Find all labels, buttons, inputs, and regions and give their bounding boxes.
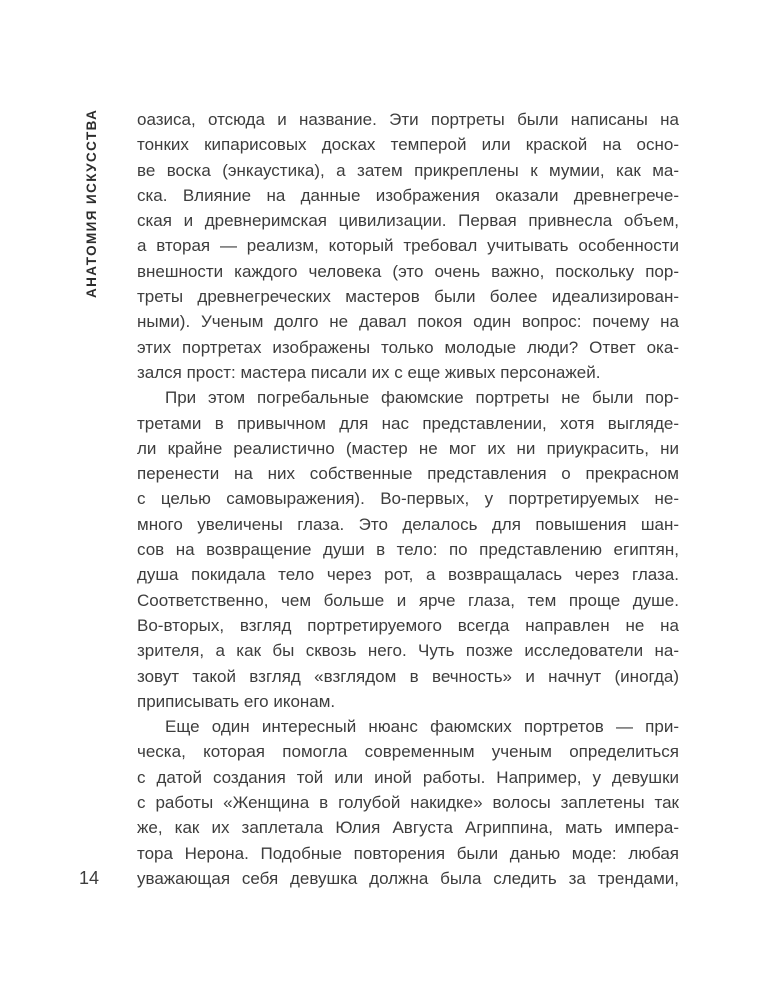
paragraph bbox=[137, 714, 679, 891]
paragraph bbox=[137, 107, 679, 385]
text-line: зовут такой взгляд «взглядом в вечность» и начнут (иногда) bbox=[137, 666, 679, 686]
text-line: ская и древнеримская цивилизации. Первая привнесла объем, bbox=[137, 211, 679, 231]
page-number: 14 bbox=[79, 868, 100, 888]
text-line: ческа, которая помогла современным ученым определиться bbox=[137, 742, 679, 762]
text-line: с датой создания той или иной работы. Например, у девушки bbox=[137, 767, 679, 787]
text-line: Соответственно, чем больше и ярче глаза, тем проще душе. bbox=[137, 590, 679, 610]
text-line: с работы «Женщина в голубой накидке» волосы заплетены так bbox=[137, 793, 679, 813]
text-line: ными). Ученым долго не давал покоя один вопрос: почему на bbox=[137, 312, 679, 332]
text-line: с целью самовыражения). Во-первых, у портретируемых не- bbox=[137, 489, 679, 509]
text-line: много увеличены глаза. Это делалось для повышения шан- bbox=[137, 514, 679, 534]
text-line: внешности каждого человека (это очень важно, поскольку пор- bbox=[137, 261, 679, 281]
body-text bbox=[137, 107, 679, 891]
text-line: При этом погребальные фаюмские портреты не были пор- bbox=[165, 388, 679, 408]
text-line: этих портретах изображены только молодые люди? Ответ ока- bbox=[137, 337, 679, 357]
text-line: тора Нерона. Подобные повторения были данью моде: любая bbox=[137, 843, 679, 863]
paragraph bbox=[137, 385, 679, 714]
text-line: тонких кипарисовых досках темперой или краской на осно- bbox=[137, 135, 679, 155]
text-line: зался прост: мастера писали их с еще живых персонажей. bbox=[137, 362, 601, 382]
text-line: третами в привычном для нас представлении, хотя выгляде- bbox=[137, 413, 679, 433]
text-line: уважающая себя девушка должна была следить за трендами, bbox=[137, 868, 679, 888]
text-line: зрителя, а как бы сквозь него. Чуть позже исследователи на- bbox=[137, 641, 679, 661]
text-line: ли крайне реалистично (мастер не мог их ни приукрасить, ни bbox=[137, 438, 679, 458]
text-line: ве воска (энкаустика), а затем прикреплены к мумии, как ма- bbox=[137, 160, 679, 180]
text-line: душа покидала тело через рот, а возвращалась через глаза. bbox=[137, 565, 679, 585]
text-line: сов на возвращение души в тело: по представлению египтян, bbox=[137, 540, 679, 560]
text-line: оазиса, отсюда и название. Эти портреты были написаны на bbox=[137, 110, 679, 129]
text-line: ска. Влияние на данные изображения оказали древнегрече- bbox=[137, 185, 679, 205]
text-line: Еще один интересный нюанс фаюмских портретов — при- bbox=[165, 717, 679, 737]
text-line: Во-вторых, взгляд портретируемого всегда направлен не на bbox=[137, 615, 679, 635]
text-line: треты древнегреческих мастеров были более идеализирован- bbox=[137, 287, 679, 307]
text-line: приписывать его иконам. bbox=[137, 691, 336, 711]
text-line: перенести на них собственные представления о прекрасном bbox=[137, 464, 679, 484]
running-header-vertical: АНАТОМИЯ ИСКУССТВА bbox=[84, 108, 99, 298]
text-line: а вторая — реализм, который требовал учитывать особенности bbox=[137, 236, 679, 256]
text-line: же, как их заплетала Юлия Августа Агриппина, мать импера- bbox=[137, 818, 679, 838]
